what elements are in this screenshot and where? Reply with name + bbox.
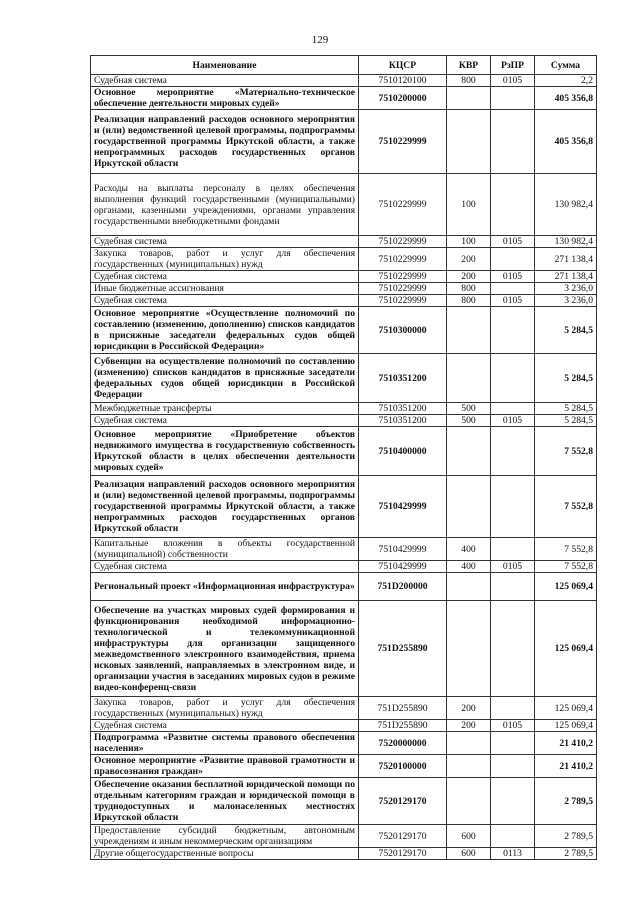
cell-kvr: 100 [447, 174, 491, 236]
table-row [91, 295, 597, 307]
header-rzpr: РзПР [491, 56, 535, 75]
table-row [91, 271, 597, 283]
cell-sum: 7 552,8 [535, 561, 597, 573]
cell-rzpr: 0105 [491, 75, 535, 87]
cell-rzpr [491, 573, 535, 601]
table-header-row [91, 56, 597, 75]
cell-sum: 3 236,0 [535, 295, 597, 307]
cell-rzpr [491, 825, 535, 848]
cell-rzpr [491, 283, 535, 295]
table-row [91, 476, 597, 538]
cell-rzpr [491, 476, 535, 538]
cell-kvr: 800 [447, 295, 491, 307]
table-body [91, 75, 597, 860]
cell-sum: 271 138,4 [535, 248, 597, 271]
table-row [91, 732, 597, 755]
cell-kcsr: 7510300000 [359, 307, 447, 354]
cell-rzpr [491, 778, 535, 825]
cell-name: Закупка товаров, работ и услуг для обеспечения государственных (муниципальных) нужд [91, 248, 359, 271]
cell-rzpr: 0105 [491, 720, 535, 732]
cell-name: Судебная система [91, 415, 359, 427]
cell-kvr [447, 755, 491, 778]
table-row [91, 755, 597, 778]
cell-rzpr: 0105 [491, 561, 535, 573]
cell-rzpr: 0105 [491, 415, 535, 427]
cell-rzpr [491, 538, 535, 561]
table-row [91, 283, 597, 295]
table-row [91, 174, 597, 236]
cell-kvr: 200 [447, 271, 491, 283]
cell-kcsr: 7520129170 [359, 825, 447, 848]
cell-name: Основное мероприятие «Развитие правовой грамотности и правосознания граждан» [91, 755, 359, 778]
cell-sum: 125 069,4 [535, 573, 597, 601]
table-row [91, 848, 597, 860]
cell-sum: 5 284,5 [535, 307, 597, 354]
cell-kvr [447, 354, 491, 403]
cell-name: Обеспечение оказания бесплатной юридической помощи по отдельным категориям граждан и юридической помощи в труднодоступных и малонаселенных местностях Иркутской области [91, 778, 359, 825]
cell-sum: 7 552,8 [535, 538, 597, 561]
cell-kcsr: 7510229999 [359, 271, 447, 283]
cell-name: Капитальные вложения в объекты государственной (муниципальной) собственности [91, 538, 359, 561]
table-row [91, 354, 597, 403]
cell-rzpr [491, 354, 535, 403]
cell-kcsr: 751D200000 [359, 573, 447, 601]
cell-sum: 405 356,8 [535, 87, 597, 110]
cell-kcsr: 7510229999 [359, 236, 447, 248]
cell-name: Судебная система [91, 295, 359, 307]
cell-rzpr [491, 174, 535, 236]
cell-kvr [447, 778, 491, 825]
cell-kcsr: 7510429999 [359, 476, 447, 538]
cell-name: Межбюджетные трансферты [91, 403, 359, 415]
cell-rzpr [491, 732, 535, 755]
cell-kvr: 800 [447, 75, 491, 87]
cell-sum: 5 284,5 [535, 403, 597, 415]
cell-name: Подпрограмма «Развитие системы правового обеспечения населения» [91, 732, 359, 755]
header-kcsr: КЦСР [359, 56, 447, 75]
cell-kcsr: 7510351200 [359, 415, 447, 427]
cell-rzpr [491, 427, 535, 476]
cell-kvr [447, 87, 491, 110]
cell-sum: 125 069,4 [535, 601, 597, 697]
cell-kcsr: 7510351200 [359, 403, 447, 415]
cell-rzpr [491, 307, 535, 354]
cell-kcsr: 7510229999 [359, 174, 447, 236]
cell-sum: 7 552,8 [535, 427, 597, 476]
table-row [91, 561, 597, 573]
cell-rzpr [491, 403, 535, 415]
cell-kcsr: 7520100000 [359, 755, 447, 778]
cell-kcsr: 7510429999 [359, 538, 447, 561]
cell-name: Судебная система [91, 271, 359, 283]
cell-rzpr [491, 755, 535, 778]
cell-kvr: 600 [447, 848, 491, 860]
cell-kcsr: 7520129170 [359, 848, 447, 860]
cell-kvr: 500 [447, 403, 491, 415]
cell-rzpr [491, 248, 535, 271]
cell-name: Реализация направлений расходов основного мероприятия и (или) ведомственной целевой программы, подпрограммы государственной программы Иркутской области, а также непрограммных расходов государственных органов Иркутской области [91, 476, 359, 538]
cell-name: Судебная система [91, 720, 359, 732]
cell-kvr: 400 [447, 538, 491, 561]
cell-kvr: 200 [447, 248, 491, 271]
table-row [91, 248, 597, 271]
table-row [91, 573, 597, 601]
cell-name: Субвенции на осуществление полномочий по составлению (изменению) списков кандидатов в присяжные заседатели федеральных судов общей юрисдикции в Российской Федерации [91, 354, 359, 403]
table-row [91, 87, 597, 110]
cell-kvr: 100 [447, 236, 491, 248]
cell-sum: 5 284,5 [535, 415, 597, 427]
table-row [91, 601, 597, 697]
cell-name: Предоставление субсидий бюджетным, автономным учреждениям и иным некоммерческим организациям [91, 825, 359, 848]
header-kvr: КВР [447, 56, 491, 75]
header-sum: Сумма [535, 56, 597, 75]
cell-name: Основное мероприятие «Материально-техническое обеспечение деятельности мировых судей» [91, 87, 359, 110]
cell-kvr [447, 307, 491, 354]
cell-rzpr: 0105 [491, 295, 535, 307]
budget-table [90, 55, 597, 860]
cell-sum: 2,2 [535, 75, 597, 87]
cell-rzpr: 0105 [491, 236, 535, 248]
cell-kvr [447, 573, 491, 601]
cell-name: Основное мероприятие «Осуществление полномочий по составлению (изменению, дополнению) списков кандидатов в присяжные заседатели федеральных судов общей юрисдикции в Российской Федерации» [91, 307, 359, 354]
cell-kvr: 200 [447, 697, 491, 720]
cell-sum: 271 138,4 [535, 271, 597, 283]
table-row [91, 75, 597, 87]
cell-name: Другие общегосударственные вопросы [91, 848, 359, 860]
cell-sum: 2 789,5 [535, 778, 597, 825]
cell-name: Реализация направлений расходов основного мероприятия и (или) ведомственной целевой программы, подпрограммы государственной программы Иркутской области, а также непрограммных расходов государственных органов Иркутской области [91, 110, 359, 174]
cell-kvr [447, 732, 491, 755]
cell-sum: 125 069,4 [535, 697, 597, 720]
cell-sum: 405 356,8 [535, 110, 597, 174]
cell-rzpr: 0113 [491, 848, 535, 860]
cell-sum: 5 284,5 [535, 354, 597, 403]
cell-sum: 2 789,5 [535, 848, 597, 860]
table-row [91, 110, 597, 174]
cell-name: Расходы на выплаты персоналу в целях обеспечения выполнения функций государственными (муниципальными) органами, казенными учреждениями, органами управления государственными внебюджетными фондами [91, 174, 359, 236]
cell-sum: 130 982,4 [535, 174, 597, 236]
cell-kvr [447, 427, 491, 476]
cell-sum: 21 410,2 [535, 755, 597, 778]
table-row [91, 236, 597, 248]
cell-kcsr: 7510429999 [359, 561, 447, 573]
cell-sum: 125 069,4 [535, 720, 597, 732]
table-row [91, 697, 597, 720]
table-row [91, 307, 597, 354]
cell-kvr: 800 [447, 283, 491, 295]
cell-name: Иные бюджетные ассигнования [91, 283, 359, 295]
cell-sum: 7 552,8 [535, 476, 597, 538]
cell-kcsr: 7520129170 [359, 778, 447, 825]
cell-rzpr [491, 697, 535, 720]
table-row [91, 720, 597, 732]
cell-kvr: 500 [447, 415, 491, 427]
cell-kcsr: 751D255890 [359, 601, 447, 697]
page-number: 129 [311, 34, 329, 46]
table-row [91, 403, 597, 415]
cell-kcsr: 7510229999 [359, 295, 447, 307]
cell-kcsr: 7520000000 [359, 732, 447, 755]
table-row [91, 427, 597, 476]
cell-kcsr: 7510229999 [359, 110, 447, 174]
cell-rzpr: 0105 [491, 271, 535, 283]
cell-sum: 21 410,2 [535, 732, 597, 755]
table-row [91, 778, 597, 825]
cell-sum: 2 789,5 [535, 825, 597, 848]
cell-kcsr: 7510229999 [359, 248, 447, 271]
cell-kcsr: 7510351200 [359, 354, 447, 403]
cell-kcsr: 751D255890 [359, 720, 447, 732]
cell-kvr [447, 476, 491, 538]
cell-kvr [447, 601, 491, 697]
cell-rzpr [491, 110, 535, 174]
cell-name: Судебная система [91, 236, 359, 248]
cell-kvr: 400 [447, 561, 491, 573]
cell-kvr [447, 110, 491, 174]
cell-name: Судебная система [91, 75, 359, 87]
cell-name: Закупка товаров, работ и услуг для обеспечения государственных (муниципальных) нужд [91, 697, 359, 720]
table-row [91, 538, 597, 561]
cell-name: Обеспечение на участках мировых судей формирования и функционирования необходимой информационно-технологической и телекоммуникационной инфраструктуры для организации защищенного межведомственного электронного взаимодействия, приема исковых заявлений, направляемых в электронном виде, и организации участия в заседаниях мировых судов в режиме видео-конференц-связи [91, 601, 359, 697]
cell-sum: 130 982,4 [535, 236, 597, 248]
cell-sum: 3 236,0 [535, 283, 597, 295]
cell-rzpr [491, 87, 535, 110]
cell-kcsr: 7510400000 [359, 427, 447, 476]
cell-name: Региональный проект «Информационная инфраструктура» [91, 573, 359, 601]
header-name: Наименование [91, 56, 359, 75]
cell-kvr: 200 [447, 720, 491, 732]
cell-kvr: 600 [447, 825, 491, 848]
cell-rzpr [491, 601, 535, 697]
cell-kcsr: 7510229999 [359, 283, 447, 295]
cell-kcsr: 751D255890 [359, 697, 447, 720]
cell-kcsr: 7510120100 [359, 75, 447, 87]
cell-name: Судебная система [91, 561, 359, 573]
cell-kcsr: 7510200000 [359, 87, 447, 110]
cell-name: Основное мероприятие «Приобретение объектов недвижимого имущества в государственную собственность Иркутской области в целях обеспечения деятельности мировых судей» [91, 427, 359, 476]
table-row [91, 825, 597, 848]
table-row [91, 415, 597, 427]
